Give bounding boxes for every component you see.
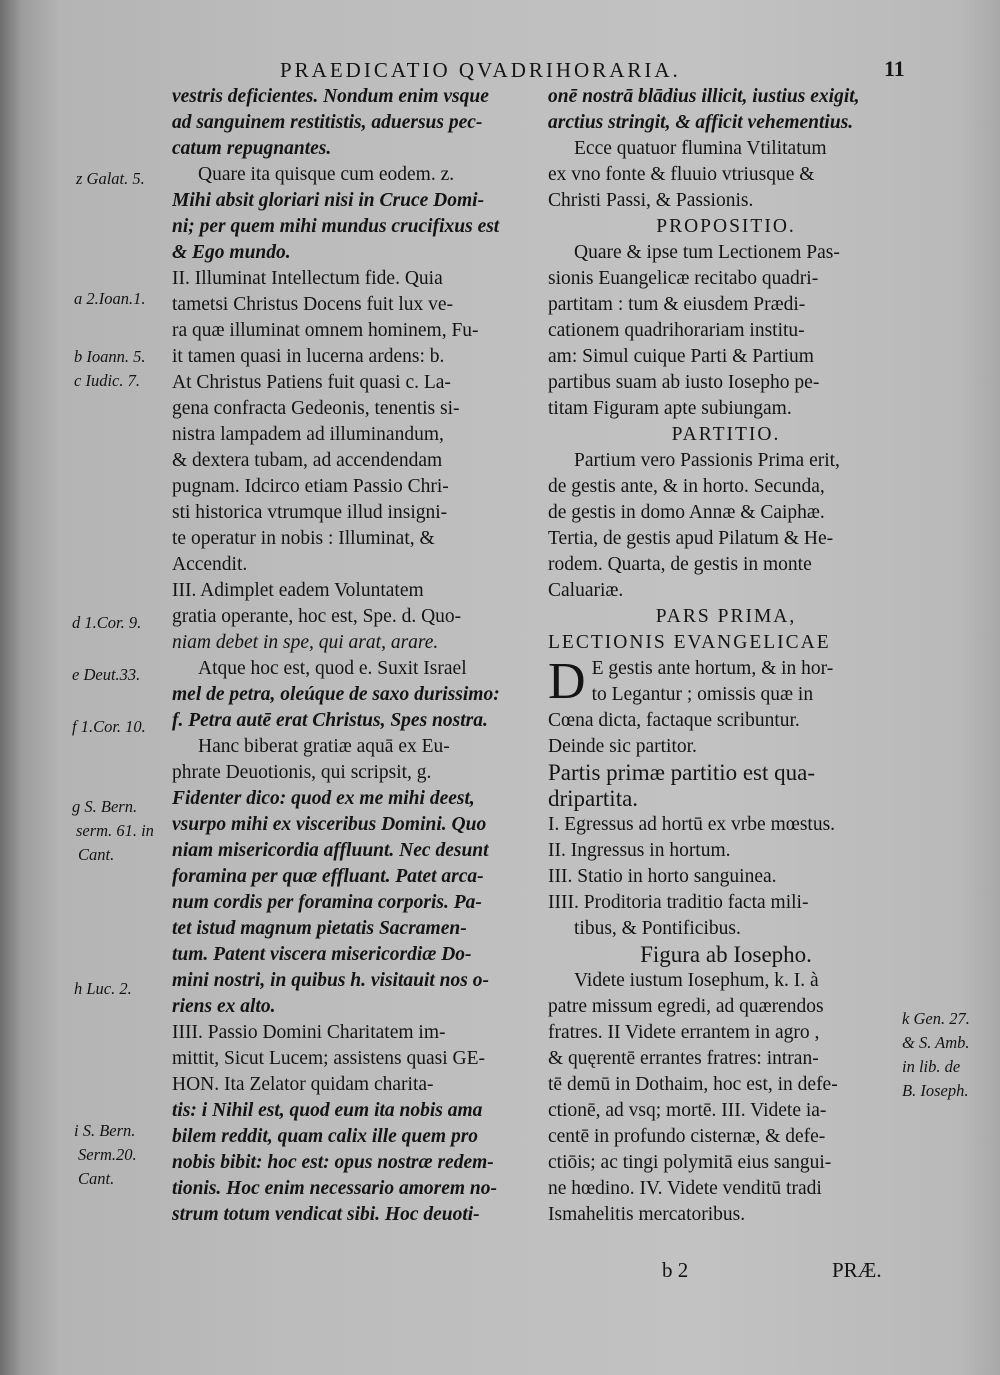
- catchword: PRÆ.: [832, 1258, 882, 1282]
- text-line: ad sanguinem restitistis, aduersus pec-: [172, 112, 483, 133]
- margin-note: Cant.: [78, 1169, 115, 1188]
- list-item: I. Egressus ad hortū ex vrbe mœstus.: [548, 814, 836, 835]
- text-line: f. Petra autē erat Christus, Spes nostra.: [172, 710, 488, 731]
- section-heading-partitio-quadripartita: dripartita.: [548, 786, 639, 811]
- initial-letter: D: [548, 653, 586, 710]
- right-column: [548, 84, 904, 1228]
- text-line: Fidenter dico: quod ex me mihi deest,: [172, 788, 475, 809]
- text-line: de gestis in domo Annæ & Caiphæ.: [548, 502, 825, 523]
- text-line: III. Adimplet eadem Voluntatem: [172, 580, 424, 601]
- text-line: At Christus Patiens fuit quasi c. La-: [172, 372, 451, 393]
- text-line: Cœna dicta, factaque scribuntur.: [548, 710, 800, 731]
- text-line: centē in profundo cisternæ, & defe-: [548, 1126, 826, 1147]
- text-line: II. Illuminat Intellectum fide. Quia: [172, 268, 443, 289]
- margin-note: Serm.20.: [78, 1145, 137, 1164]
- margin-note: z Galat. 5.: [76, 169, 145, 188]
- margin-note: a 2.Ioan.1.: [74, 289, 146, 308]
- section-heading-partitio: PARTITIO.: [671, 424, 781, 445]
- text-line: ctiōis; ac tingi polymitā eius sangui-: [548, 1152, 832, 1173]
- text-line: HON. Ita Zelator quidam charita-: [172, 1074, 434, 1095]
- text-line: tis: i Nihil est, quod eum ita nobis ama: [172, 1100, 483, 1121]
- list-item: III. Statio in horto sanguinea.: [548, 866, 777, 887]
- text-line: Quare & ipse tum Lectionem Pas-: [574, 242, 840, 263]
- text-line: partibus suam ab iusto Iosepho pe-: [548, 372, 820, 393]
- text-line: & Ego mundo.: [172, 242, 291, 263]
- text-line: partitam : tum & eiusdem Prædi-: [548, 294, 806, 315]
- text-line: Quare ita quisque cum eodem. z.: [198, 164, 455, 185]
- text-line: ex vno fonte & fluuio vtriusque &: [548, 164, 815, 185]
- section-heading-propositio: PROPOSITIO.: [656, 216, 796, 237]
- text-line: am: Simul cuique Parti & Partium: [548, 346, 814, 367]
- text-line: ra quæ illuminat omnem hominem, Fu-: [172, 320, 479, 341]
- margin-note: b Ioann. 5.: [74, 347, 146, 366]
- text-line: Videte iustum Iosephum, k. I. à: [574, 970, 819, 991]
- margin-note: f 1.Cor. 10.: [72, 717, 146, 736]
- text-line: te operatur in nobis : Illuminat, &: [172, 528, 435, 549]
- text-line: nobis bibit: hoc est: opus nostræ redem-: [172, 1152, 494, 1173]
- text-line: num cordis per foramina corporis. Pa-: [172, 892, 482, 913]
- margin-note: Cant.: [78, 845, 115, 864]
- text-line: foramina per quæ effluant. Patet arca-: [172, 866, 484, 887]
- text-line: & dextera tubam, ad accendendam: [172, 450, 443, 471]
- margin-note: serm. 61. in: [76, 821, 154, 840]
- list-item: IIII. Proditoria traditio facta mili-: [548, 892, 809, 913]
- text-line: to Legantur ; omissis quæ in: [591, 684, 814, 705]
- list-item: II. Ingressus in hortum.: [548, 840, 731, 861]
- section-heading-figura: Figura ab Iosepho.: [640, 942, 812, 967]
- text-line: pugnam. Idcirco etiam Passio Chri-: [172, 476, 449, 497]
- text-line: it tamen quasi in lucerna ardens: b.: [172, 346, 445, 367]
- text-line: tet istud magnum pietatis Sacramen-: [172, 918, 467, 939]
- text-line: arctius stringit, & afficit vehementius.: [548, 112, 854, 133]
- margin-note: d 1.Cor. 9.: [72, 613, 142, 632]
- text-line: IIII. Passio Domini Charitatem im-: [172, 1022, 446, 1043]
- margin-note: in lib. de: [902, 1057, 961, 1076]
- text-line: tē demū in Dothaim, hoc est, in defe-: [548, 1074, 838, 1095]
- text-line: Partium vero Passionis Prima erit,: [574, 450, 840, 471]
- page-number: 11: [884, 56, 905, 81]
- text-line: vsurpo mihi ex visceribus Domini. Quo: [172, 814, 487, 835]
- section-heading-lectionis: LECTIONIS EVANGELICAE: [548, 632, 831, 653]
- list-item: tibus, & Pontificibus.: [574, 918, 741, 939]
- margin-note: k Gen. 27.: [902, 1009, 970, 1028]
- margin-note: c Iudic. 7.: [74, 371, 140, 390]
- text-line: phrate Deuotionis, qui scripsit, g.: [172, 762, 432, 783]
- text-line: Hanc biberat gratiæ aquā ex Eu-: [198, 736, 450, 757]
- text-line: titam Figuram apte subiungam.: [548, 398, 792, 419]
- running-title: PRAEDICATIO QVADRIHORARIA.: [280, 58, 681, 82]
- text-line: Mihi absit gloriari nisi in Cruce Domi-: [172, 190, 485, 211]
- section-heading-partitio-quadripartita: Partis primæ partitio est qua-: [548, 760, 816, 785]
- text-line: Atque hoc est, quod e. Suxit Israel: [198, 658, 467, 679]
- text-line: tionis. Hoc enim necessario amorem no-: [172, 1178, 498, 1199]
- text-line: vestris deficientes. Nondum enim vsque: [172, 86, 489, 107]
- section-heading-pars-prima: PARS PRIMA,: [655, 606, 797, 627]
- text-line: de gestis ante, & in horto. Secunda,: [548, 476, 825, 497]
- margin-note: g S. Bern.: [72, 797, 138, 816]
- text-line: sionis Euangelicæ recitabo quadri-: [548, 268, 819, 289]
- text-line: fratres. II Videte errantem in agro ,: [548, 1022, 820, 1043]
- text-line: niam debet in spe, qui arat, arare.: [172, 632, 439, 653]
- text-line: riens ex alto.: [172, 996, 276, 1017]
- text-line: Tertia, de gestis apud Pilatum & He-: [548, 528, 834, 549]
- text-line: catum repugnantes.: [172, 138, 332, 159]
- text-line: ne hœdino. IV. Videte venditū tradi: [548, 1178, 822, 1199]
- text-line: tum. Patent viscera misericordiæ Do-: [172, 944, 472, 965]
- margin-note: B. Ioseph.: [902, 1081, 969, 1100]
- text-line: patre missum egredi, ad quærendos: [548, 996, 824, 1017]
- signature-mark: b 2: [662, 1258, 689, 1282]
- text-line: & quęrentē errantes fratres: intran-: [548, 1048, 819, 1069]
- margin-note: h Luc. 2.: [74, 979, 132, 998]
- text-line: Caluariæ.: [548, 580, 624, 601]
- text-line: mini nostri, in quibus h. visitauit nos o-: [172, 970, 489, 991]
- text-line: gratia operante, hoc est, Spe. d. Quo-: [172, 606, 462, 627]
- margin-note: e Deut.33.: [72, 665, 141, 684]
- text-line: Ismahelitis mercatoribus.: [548, 1204, 746, 1225]
- text-line: gena confracta Gedeonis, tenentis si-: [172, 398, 460, 419]
- margin-note: & S. Amb.: [902, 1033, 970, 1052]
- left-column: [172, 84, 524, 1228]
- text-line: bilem reddit, quam calix ille quem pro: [172, 1126, 479, 1147]
- text-line: strum totum vendicat sibi. Hoc deuoti-: [172, 1204, 480, 1225]
- text-line: onē nostrā blādius illicit, iustius exigit,: [548, 86, 860, 107]
- text-line: ctionē, ad vsq; mortē. III. Videte ia-: [548, 1100, 827, 1121]
- text-line: Christi Passi, & Passionis.: [548, 190, 754, 211]
- text-line: tametsi Christus Docens fuit lux ve-: [172, 294, 454, 315]
- text-line: E gestis ante hortum, & in hor-: [591, 658, 834, 679]
- text-line: Deinde sic partitor.: [548, 736, 697, 757]
- text-line: Accendit.: [172, 554, 248, 575]
- margin-note: i S. Bern.: [74, 1121, 136, 1140]
- text-line: cationem quadrihorariam institu-: [548, 320, 805, 341]
- text-line: Ecce quatuor flumina Vtilitatum: [574, 138, 827, 159]
- text-line: ni; per quem mihi mundus crucifixus est: [172, 216, 500, 237]
- text-line: nistra lampadem ad illuminandum,: [172, 424, 444, 445]
- text-line: sti historica vtrumque illud insigni-: [172, 502, 448, 523]
- text-line: niam misericordia affluunt. Nec desunt: [172, 840, 489, 861]
- text-line: mel de petra, oleúque de saxo durissimo:: [172, 684, 500, 705]
- drop-cap-paragraph: [548, 653, 904, 710]
- text-line: mittit, Sicut Lucem; assistens quasi GE-: [172, 1048, 486, 1069]
- text-line: rodem. Quarta, de gestis in monte: [548, 554, 812, 575]
